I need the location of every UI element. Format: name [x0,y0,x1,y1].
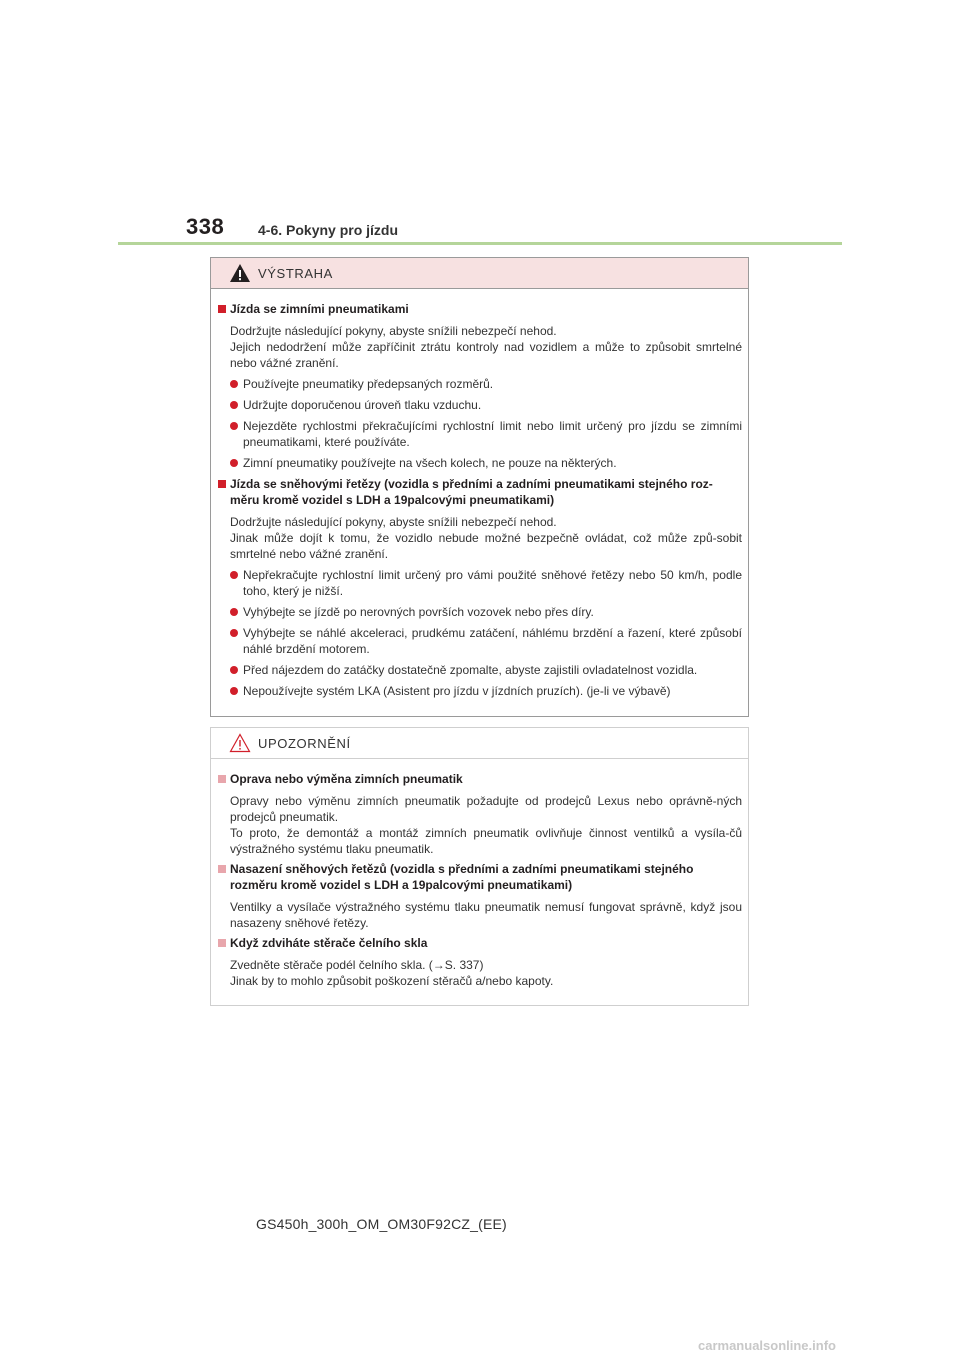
list-item: Nepřekračujte rychlostní limit určený pro vámi použité sněhové řetězy nebo 50 km/h, podle toho, který je nižší. [217,567,742,599]
caution-box-body [211,759,748,989]
watermark: carmanualsonline.info [698,1338,836,1353]
paragraph: Dodržujte následující pokyny, abyste snížili nebezpečí nehod. Jejich nedodržení může zapříčinit ztrátu kontroly nad vozidlem a může to způsobit smrtelné nebo vážné zranění. [230,324,742,370]
warning-box-body [211,289,748,699]
paragraph: Opravy nebo výměnu zimních pneumatik požadujte od prodejců Lexus nebo oprávně-ných prodejců pneumatik. To proto, že demontáž a montáž zimních pneumatik ovlivňuje činnost ventilků a vysíla-čů výstražného systému tlaku pneumatik. [230,794,742,856]
paragraph: Zvedněte stěrače podél čelního skla. (→S. 337) Jinak by to mohlo způsobit poškození stěračů a/nebo kapoty. [230,958,554,988]
list-item: Vyhýbejte se jízdě po nerovných površích vozovek nebo přes díry. [217,604,742,620]
warning-box-label: VÝSTRAHA [258,265,333,281]
list-item: Udržujte doporučenou úroveň tlaku vzduchu. [217,397,742,413]
bullet-dot-icon [230,422,238,430]
bullet-dot-icon [230,459,238,467]
header-rule [118,242,842,245]
bullet-dot-icon [230,629,238,637]
section-heading: Nasazení sněhových řetězů (vozidla s předními a zadními pneumatikami stejného rozměru kromě vozidel s LDH a 19palcovými pneumatikami) [217,861,742,893]
page-number: 338 [186,214,225,239]
caution-box-header [211,728,748,759]
list-item: Zimní pneumatiky používejte na všech kolech, ne pouze na některých. [217,455,742,471]
paragraph: Ventilky a vysílače výstražného systému tlaku pneumatik nemusí fungovat správně, když jsou nasazeny sněhové řetězy. [230,900,742,930]
caution-box [210,727,749,1006]
document-code: GS450h_300h_OM_OM30F92CZ_(EE) [256,1216,507,1232]
warning-triangle-icon [229,263,251,283]
warning-box [210,257,749,717]
section-title: 4-6. Pokyny pro jízdu [258,222,399,238]
section-heading: Oprava nebo výměna zimních pneumatik [217,771,742,787]
caution-box-label: UPOZORNĚNÍ [258,735,351,751]
bullet-dot-icon [230,571,238,579]
bullet-dot-icon [230,401,238,409]
square-marker-icon [218,305,226,313]
list-item: Před nájezdem do zatáčky dostatečně zpomalte, abyste zajistili ovladatelnost vozidla. [217,662,742,678]
paragraph: Dodržujte následující pokyny, abyste snížili nebezpečí nehod. Jinak může dojít k tomu, že vozidlo nebude možné bezpečně ovládat, což může způ-sobit smrtelné nebo vážné zranění. [230,515,742,561]
caution-triangle-icon [229,733,251,753]
list-item: Vyhýbejte se náhlé akceleraci, prudkému zatáčení, náhlému brzdění a řazení, které způsobí náhlé brzdění motorem. [217,625,742,657]
square-marker-icon [218,865,226,873]
warning-box-header [211,258,748,289]
list-item: Používejte pneumatiky předepsaných rozměrů. [217,376,742,392]
page-header [0,0,960,250]
bullet-dot-icon [230,687,238,695]
list-item: Nepoužívejte systém LKA (Asistent pro jízdu v jízdních pruzích). (je-li ve výbavě) [217,683,742,699]
section-heading: Když zdviháte stěrače čelního skla [217,935,742,951]
bullet-dot-icon [230,608,238,616]
bullet-dot-icon [230,380,238,388]
list-item: Nejezděte rychlostmi překračujícími rychlostní limit nebo limit určený pro jízdu se zimními pneumatikami, které používáte. [217,418,742,450]
section-heading: Jízda se zimními pneumatikami [217,301,742,317]
square-marker-icon [218,775,226,783]
square-marker-icon [218,480,226,488]
square-marker-icon [218,939,226,947]
bullet-dot-icon [230,666,238,674]
section-heading: Jízda se sněhovými řetězy (vozidla s předními a zadními pneumatikami stejného roz-měru kromě vozidel s LDH a 19palcovými pneumatikami) [217,476,742,508]
